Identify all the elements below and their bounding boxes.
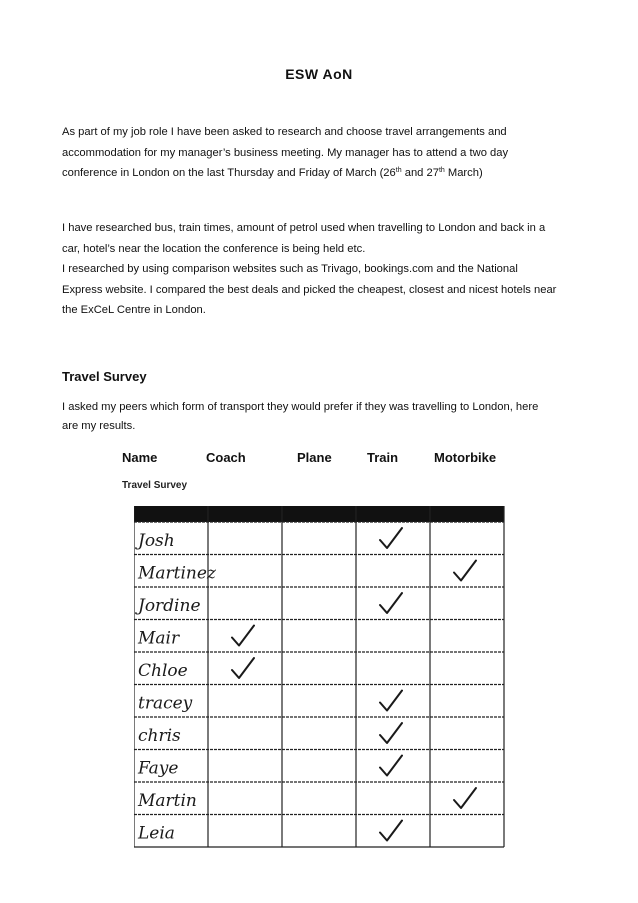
document-title: ESW AoN xyxy=(285,66,353,82)
research-line-5: the ExCeL Centre in London. xyxy=(62,304,206,316)
tick-mark-train xyxy=(380,528,402,548)
research-line-2: car, hotel’s near the location the conference is being held etc. xyxy=(62,242,366,255)
tick-mark-train xyxy=(380,756,402,776)
tick-mark-motorbike xyxy=(454,561,476,581)
tick-mark-train xyxy=(380,821,402,841)
survey-table xyxy=(134,506,514,856)
handwritten-name: Josh xyxy=(138,531,175,551)
column-header-name: Name xyxy=(122,450,158,465)
column-header-plane: Plane xyxy=(297,450,332,465)
survey-intro xyxy=(62,398,582,436)
survey-heading: Travel Survey xyxy=(62,369,147,384)
tick-mark-train xyxy=(380,593,402,613)
table-header-band xyxy=(134,506,504,522)
research-line-3: I researched by using comparison websites such as Trivago, bookings.com and the National xyxy=(62,263,518,275)
handwritten-name: Martinez xyxy=(138,563,216,584)
handwritten-name: Jordine xyxy=(138,596,201,616)
column-header-coach: Coach xyxy=(206,450,246,465)
tick-mark-motorbike xyxy=(454,788,476,808)
survey-table-scan xyxy=(134,506,514,856)
handwritten-name: Faye xyxy=(138,758,179,779)
tick-mark-train xyxy=(380,723,402,743)
intro-line-3: conference in London on the last Thursday and Friday of March (26th and 27th March) xyxy=(62,167,483,179)
survey-intro-line-1: I asked my peers which form of transport they would prefer if they was travelling to London, here xyxy=(62,401,539,413)
research-line-1: I have researched bus, train times, amount of petrol used when travelling to London and back in a xyxy=(62,222,546,234)
handwritten-name: Martin xyxy=(138,791,197,811)
handwritten-name: Mair xyxy=(138,628,180,649)
research-line-4: Express website. I compared the best deals and picked the cheapest, closest and nicest hotels near xyxy=(62,283,557,296)
scanned-survey-title: Travel Survey xyxy=(122,480,188,491)
column-header-train: Train xyxy=(367,450,399,465)
column-header-motorbike: Motorbike xyxy=(434,450,497,465)
handwritten-name: chris xyxy=(138,726,181,746)
research-paragraph xyxy=(62,218,582,321)
tick-mark-train xyxy=(380,691,402,711)
intro-line-1: As part of my job role I have been asked to research and choose travel arrangements and xyxy=(62,126,507,138)
intro-line-2: accommodation for my manager’s business meeting. My manager has to attend a two day xyxy=(62,146,509,159)
tick-mark-coach xyxy=(232,658,254,678)
intro-paragraph xyxy=(62,122,582,184)
survey-intro-line-2: are my results. xyxy=(62,420,136,432)
tick-mark-coach xyxy=(232,626,254,646)
handwritten-name: tracey xyxy=(138,693,193,714)
handwritten-name: Leia xyxy=(138,823,175,844)
handwritten-name: Chloe xyxy=(138,661,188,681)
